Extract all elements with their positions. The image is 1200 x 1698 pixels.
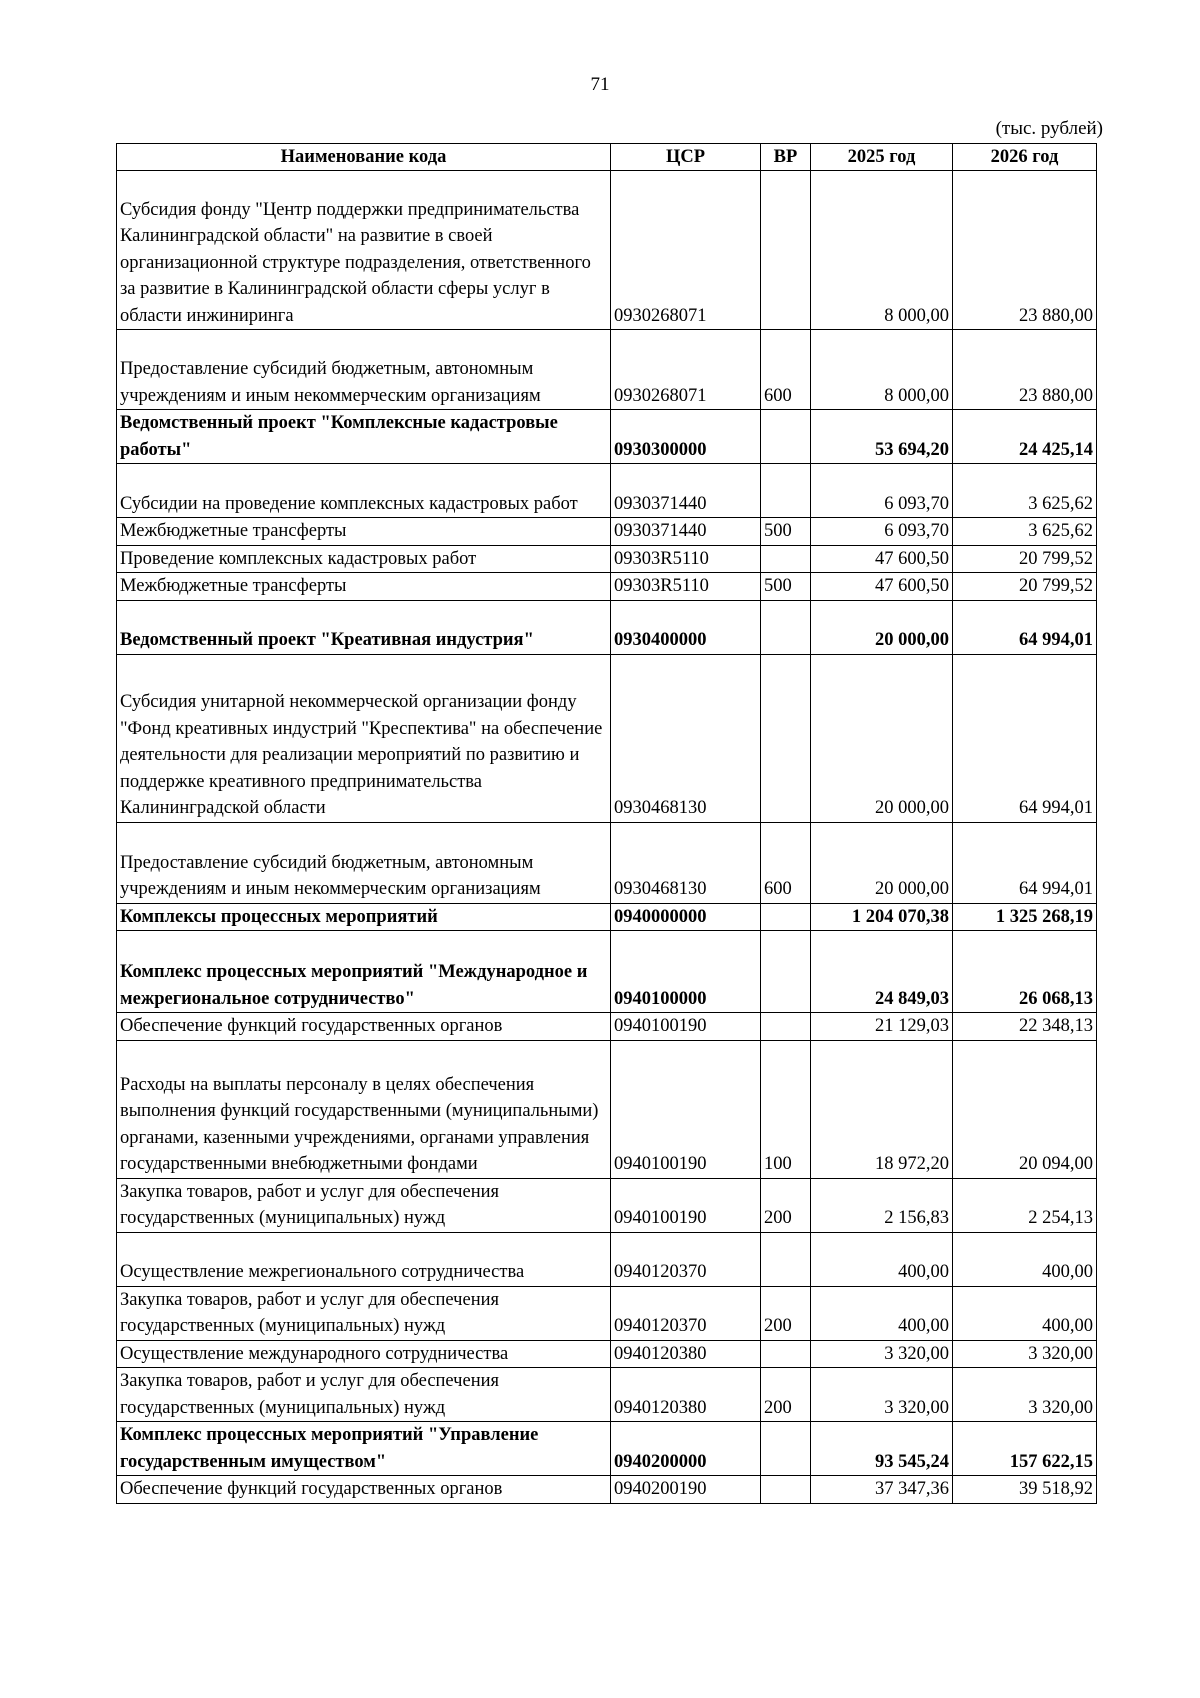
cell-name: Комплексы процессных мероприятий [117,903,611,931]
cell-2026: 26 068,13 [953,931,1097,1013]
cell-csr: 0930371440 [611,464,761,518]
cell-2025: 47 600,50 [811,545,953,573]
cell-2025: 3 320,00 [811,1340,953,1368]
cell-vr: 200 [761,1286,811,1340]
cell-2026: 3 320,00 [953,1340,1097,1368]
cell-2026: 64 994,01 [953,600,1097,654]
cell-vr: 600 [761,822,811,903]
cell-2026: 64 994,01 [953,654,1097,822]
cell-csr: 0940100190 [611,1013,761,1041]
cell-name: Закупка товаров, работ и услуг для обеспечения государственных (муниципальных) нужд [117,1286,611,1340]
table-row [117,1232,1097,1286]
header-vr: ВР [761,144,811,171]
table-row [117,171,1097,330]
cell-2026: 20 799,52 [953,573,1097,601]
cell-2026: 22 348,13 [953,1013,1097,1041]
cell-csr: 0940120370 [611,1286,761,1340]
cell-name: Закупка товаров, работ и услуг для обеспечения государственных (муниципальных) нужд [117,1368,611,1422]
cell-2025: 20 000,00 [811,600,953,654]
table-row [117,1422,1097,1476]
cell-2025: 20 000,00 [811,654,953,822]
table-row [117,1286,1097,1340]
cell-2025: 24 849,03 [811,931,953,1013]
cell-csr: 0940120380 [611,1340,761,1368]
page-number: 71 [590,74,610,95]
cell-2025: 8 000,00 [811,330,953,410]
cell-name: Обеспечение функций государственных органов [117,1476,611,1504]
cell-2025: 2 156,83 [811,1178,953,1232]
cell-csr: 0930268071 [611,171,761,330]
cell-vr [761,1013,811,1041]
cell-name: Комплекс процессных мероприятий "Управление государственным имуществом" [117,1422,611,1476]
cell-vr [761,1422,811,1476]
cell-vr: 500 [761,573,811,601]
cell-2026: 3 625,62 [953,518,1097,546]
header-2026: 2026 год [953,144,1097,171]
cell-2026: 39 518,92 [953,1476,1097,1504]
cell-2026: 20 094,00 [953,1040,1097,1178]
cell-2026: 23 880,00 [953,330,1097,410]
cell-csr: 0940200190 [611,1476,761,1504]
cell-2026: 157 622,15 [953,1422,1097,1476]
cell-csr: 0940120380 [611,1368,761,1422]
table-row [117,1013,1097,1041]
cell-vr: 600 [761,330,811,410]
cell-2025: 1 204 070,38 [811,903,953,931]
cell-csr: 0930468130 [611,822,761,903]
table-row [117,822,1097,903]
table-row [117,573,1097,601]
cell-vr [761,1476,811,1504]
cell-vr [761,464,811,518]
cell-csr: 0930371440 [611,518,761,546]
cell-vr: 100 [761,1040,811,1178]
table-row [117,931,1097,1013]
table-row [117,1476,1097,1504]
cell-name: Субсидия фонду "Центр поддержки предпринимательства Калининградской области" на развитие в своей организационной структуре подразделения, ответственного за развитие в Калининградской области сферы услуг в области инжиниринга [117,171,611,330]
cell-2026: 400,00 [953,1286,1097,1340]
cell-csr: 0940100190 [611,1178,761,1232]
cell-2026: 2 254,13 [953,1178,1097,1232]
cell-vr [761,1232,811,1286]
cell-2025: 400,00 [811,1232,953,1286]
cell-csr: 0930400000 [611,600,761,654]
cell-name: Комплекс процессных мероприятий "Международное и межрегиональное сотрудничество" [117,931,611,1013]
cell-csr: 0940100190 [611,1040,761,1178]
cell-name: Проведение комплексных кадастровых работ [117,545,611,573]
cell-csr: 0940000000 [611,903,761,931]
cell-vr: 500 [761,518,811,546]
cell-csr: 0930300000 [611,410,761,464]
cell-2026: 3 320,00 [953,1368,1097,1422]
table-row [117,1368,1097,1422]
cell-vr [761,171,811,330]
cell-vr: 200 [761,1178,811,1232]
cell-name: Обеспечение функций государственных органов [117,1013,611,1041]
cell-name: Закупка товаров, работ и услуг для обеспечения государственных (муниципальных) нужд [117,1178,611,1232]
cell-vr [761,600,811,654]
cell-vr: 200 [761,1368,811,1422]
table-row [117,600,1097,654]
header-csr: ЦСР [611,144,761,171]
budget-table [116,143,1097,1504]
table-row [117,1340,1097,1368]
cell-vr [761,931,811,1013]
cell-vr [761,1340,811,1368]
table-row [117,1178,1097,1232]
cell-name: Осуществление международного сотрудничества [117,1340,611,1368]
table-row [117,903,1097,931]
table-row [117,654,1097,822]
table-row [117,464,1097,518]
cell-csr: 0930468130 [611,654,761,822]
cell-name: Субсидии на проведение комплексных кадастровых работ [117,464,611,518]
cell-2025: 37 347,36 [811,1476,953,1504]
table-row [117,330,1097,410]
units-label: (тыс. рублей) [995,118,1103,139]
cell-vr [761,654,811,822]
cell-name: Ведомственный проект "Креативная индустрия" [117,600,611,654]
cell-2025: 400,00 [811,1286,953,1340]
header-2025: 2025 год [811,144,953,171]
cell-csr: 09303R5110 [611,573,761,601]
cell-2026: 1 325 268,19 [953,903,1097,931]
cell-2025: 8 000,00 [811,171,953,330]
cell-2025: 47 600,50 [811,573,953,601]
cell-csr: 09303R5110 [611,545,761,573]
table-row [117,518,1097,546]
cell-vr [761,410,811,464]
cell-2025: 3 320,00 [811,1368,953,1422]
cell-name: Межбюджетные трансферты [117,518,611,546]
cell-2026: 3 625,62 [953,464,1097,518]
cell-2025: 93 545,24 [811,1422,953,1476]
cell-name: Предоставление субсидий бюджетным, автономным учреждениям и иным некоммерческим организациям [117,330,611,410]
table-body [117,171,1097,1504]
cell-2025: 6 093,70 [811,518,953,546]
cell-2026: 20 799,52 [953,545,1097,573]
cell-vr [761,545,811,573]
cell-2025: 21 129,03 [811,1013,953,1041]
cell-csr: 0930268071 [611,330,761,410]
cell-csr: 0940200000 [611,1422,761,1476]
cell-vr [761,903,811,931]
cell-name: Ведомственный проект "Комплексные кадастровые работы" [117,410,611,464]
cell-name: Предоставление субсидий бюджетным, автономным учреждениям и иным некоммерческим организациям [117,822,611,903]
cell-csr: 0940120370 [611,1232,761,1286]
cell-name: Расходы на выплаты персоналу в целях обеспечения выполнения функций государственными (муниципальными) органами, казенными учреждениями, органами управления государственными внебюджетными фондами [117,1040,611,1178]
cell-name: Межбюджетные трансферты [117,573,611,601]
cell-csr: 0940100000 [611,931,761,1013]
cell-2025: 53 694,20 [811,410,953,464]
cell-2026: 23 880,00 [953,171,1097,330]
table-row [117,1040,1097,1178]
cell-2026: 400,00 [953,1232,1097,1286]
table-header-row [117,144,1097,171]
header-name: Наименование кода [117,144,611,171]
cell-2025: 20 000,00 [811,822,953,903]
cell-name: Субсидия унитарной некоммерческой организации фонду "Фонд креативных индустрий "Креспектива" на обеспечение деятельности для реализации мероприятий по развитию и поддержке креативного предпринимательства Калининградской области [117,654,611,822]
table-row [117,545,1097,573]
table-row [117,410,1097,464]
cell-2026: 24 425,14 [953,410,1097,464]
cell-2025: 6 093,70 [811,464,953,518]
cell-name: Осуществление межрегионального сотрудничества [117,1232,611,1286]
cell-2025: 18 972,20 [811,1040,953,1178]
cell-2026: 64 994,01 [953,822,1097,903]
